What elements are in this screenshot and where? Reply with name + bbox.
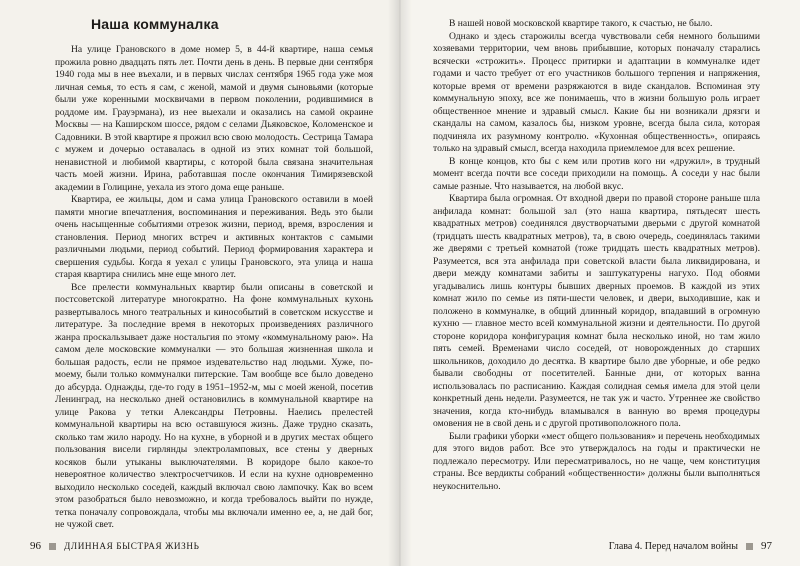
running-head: Глава 4. Перед началом войны	[608, 540, 738, 552]
paragraph: Квартира, ее жильцы, дом и сама улица Грановского оставили в моей памяти многие впечатления, воспоминания и переживания. Ведь это были очень насыщенные событиями отрезок жизни, период, время, взросления и становления. Период многих встреч и активных контактов с самыми различными людьми, период событий. Период формирования характера и свершения судьбы. Когда я уехал с улицы Грановского, эта улица и наша старая квартира снились мне еще много лет.	[55, 194, 373, 280]
section-heading: Наша коммуналка	[91, 16, 219, 32]
paragraph: Однако и здесь старожилы всегда чувствовали себя немного большими хозяевами территории, чем вновь прибывшие, которых поначалу старались всячески «строжить». Процесс притирки и адаптации в коммуналке идет годами и часто требует от его участников большого терпения и напряжения, которые время от времени разряжаются в виде скандалов. Вспоминая эту коммунальную эпоху, все же понимаешь, что в жизни большую роль играет общественное мнение и здравый смысл. Какие бы ни возникали дрязги и скандалы на самом, казалось бы, низком уровне, всегда была сила, которая подчиняла их разумному контролю. «Кухонная общественность», опираясь только на здравый смысл, всегда находила приемлемое для всех решение.	[433, 30, 760, 154]
square-ornament-icon	[746, 543, 753, 550]
paragraph: Все прелести коммунальных квартир были описаны в советской и постсоветской литературе многократно. На фоне коммунальных кухонь развертывалось много театральных и кинособытий в советском искусстве и литературе. За последние время в некоторых произведениях различного жанра проскальзывает даже ностальгия по этому «коммунальному раю». На самом деле московские коммуналки — это большая жизненная школа и большая радость, если не прямое издевательство над людьми. Хуже, по-моему, были только коммуналки питерские. Там вообще все было доведено до абсурда. Однажды, где-то году в 1951–1952-м, мы с моей женой, посетив Ленинград, на несколько дней остановились в коммунальной квартире на улице Ракова у тетки Александры Петровны. Наелись прелестей коммунальной квартиры на всю оставшуюся жизнь. Даже трудно сказать, сколько там жило народу. Но на кухне, в уборной и в других местах общего пользования висели гирлянды электроламповых, все стены у дверных косяков были утыканы выключателями. В коридоре было какое-то невероятное количество электросчетчиков. И если на кухне одновременно выходило несколько соседей, каждый включал свою лампочку. Как во всем этом разобраться было невозможно, и когда требовалось выйти по нужде, тетка поначалу сопровождала, чтобы мы включали именно ее, а, не дай бог, не чужой свет.	[55, 281, 373, 530]
left-page-text	[55, 44, 373, 532]
right-page-footer	[609, 540, 772, 552]
paragraph: Были графики уборки «мест общего пользования» и перечень необходимых для этого видов работ. Все это утверждалось на годы и практически не подлежало пересмотру. Или пересматривалось, но не чаще, чем конституция страны. Все вердикты собраний «общественности» должны были выполняться неукоснительно.	[433, 430, 760, 492]
right-page-text	[433, 18, 760, 493]
square-ornament-icon	[49, 543, 56, 550]
left-page-footer	[30, 540, 199, 552]
page-number: 97	[761, 540, 772, 552]
paragraph: На улице Грановского в доме номер 5, в 44-й квартире, наша семья прожила ровно двадцать пять лет. Почти день в день. В первые дни сентября 1940 года мы в нее въехали, и в первых числах сентября 1965 года уже моя личная семья, то есть я сам, с женой, мамой и двумя сыновьями (которые были уже коренными москвичами в первом поколении, родившимися в роддоме им. Грауэрмана), из нее выехали и оказались на самой окраине Москвы — на Каширском шоссе, рядом с селами Дьяковское, Коломенское и Садовники. В этой квартире я прожил всю свою молодость. Сестрица Тамара с мужем и дочерью оставалась в одной из этих комнат той большой, ненавистной и любимой квартиры, с которой была связана значительная часть моей жизни. Ирина, работавшая после окончания Тимирязевской академии в Голицине, уехала из этого дома еще раньше.	[55, 44, 373, 193]
paragraph: Квартира была огромная. От входной двери по правой стороне раньше шла анфилада комнат: большой зал (это наша квартира, пятьдесят шесть квадратных метров) соединялся двустворчатыми дверьми с другой комнатой (тридцать шесть квадратных метров), та, в свою очередь, соединялась такими же дверями с третьей комнатой (тоже тридцать шесть квадратных метров). Разумеется, вся эта анфилада при советской власти была ликвидирована, и двери между комнатами забиты и заштукатурены нагухо. Под обоями угадывались лишь контуры бывших дверных проемов. В каждой из этих комнат жило по семье из пяти-шести человек, и двери, выходившие, как и положено в коммуналке, в общий длинный коридор, впадавший в огромную кухню — главное место всей коммунальной жизни и деятельности. По другой стороне коридора конфигурация комнат была несколько иной, но там жило пять семей. Временами число соседей, от новорожденных до старших школьников, доходило до десятка. В квартире было две уборные, и обе редко бывали свободны от посетителей. Банные дни, от которых ванна использовалась по расписанию. Каждая солидная семья имела для этой цели конкретный день недели. Разумеется, не так уж и часто. Утреннее же свойство значения, когда кто-нибудь вламывался в ванную во время процедуры омовения не в свой день и с другой противоположного пола.	[433, 193, 760, 429]
paragraph: В конце концов, кто бы с кем или против кого ни «дружил», в трудный момент всегда почти все соседи приходили на помощь. А соседи у нас были самые разные. Что называется, на любой вкус.	[433, 155, 760, 192]
running-head: ДЛИННАЯ БЫСТРАЯ ЖИЗНЬ	[64, 541, 200, 551]
paragraph: В нашей новой московской квартире такого, к счастью, не было.	[449, 18, 713, 29]
page-number: 96	[30, 540, 41, 552]
right-page	[400, 0, 800, 566]
